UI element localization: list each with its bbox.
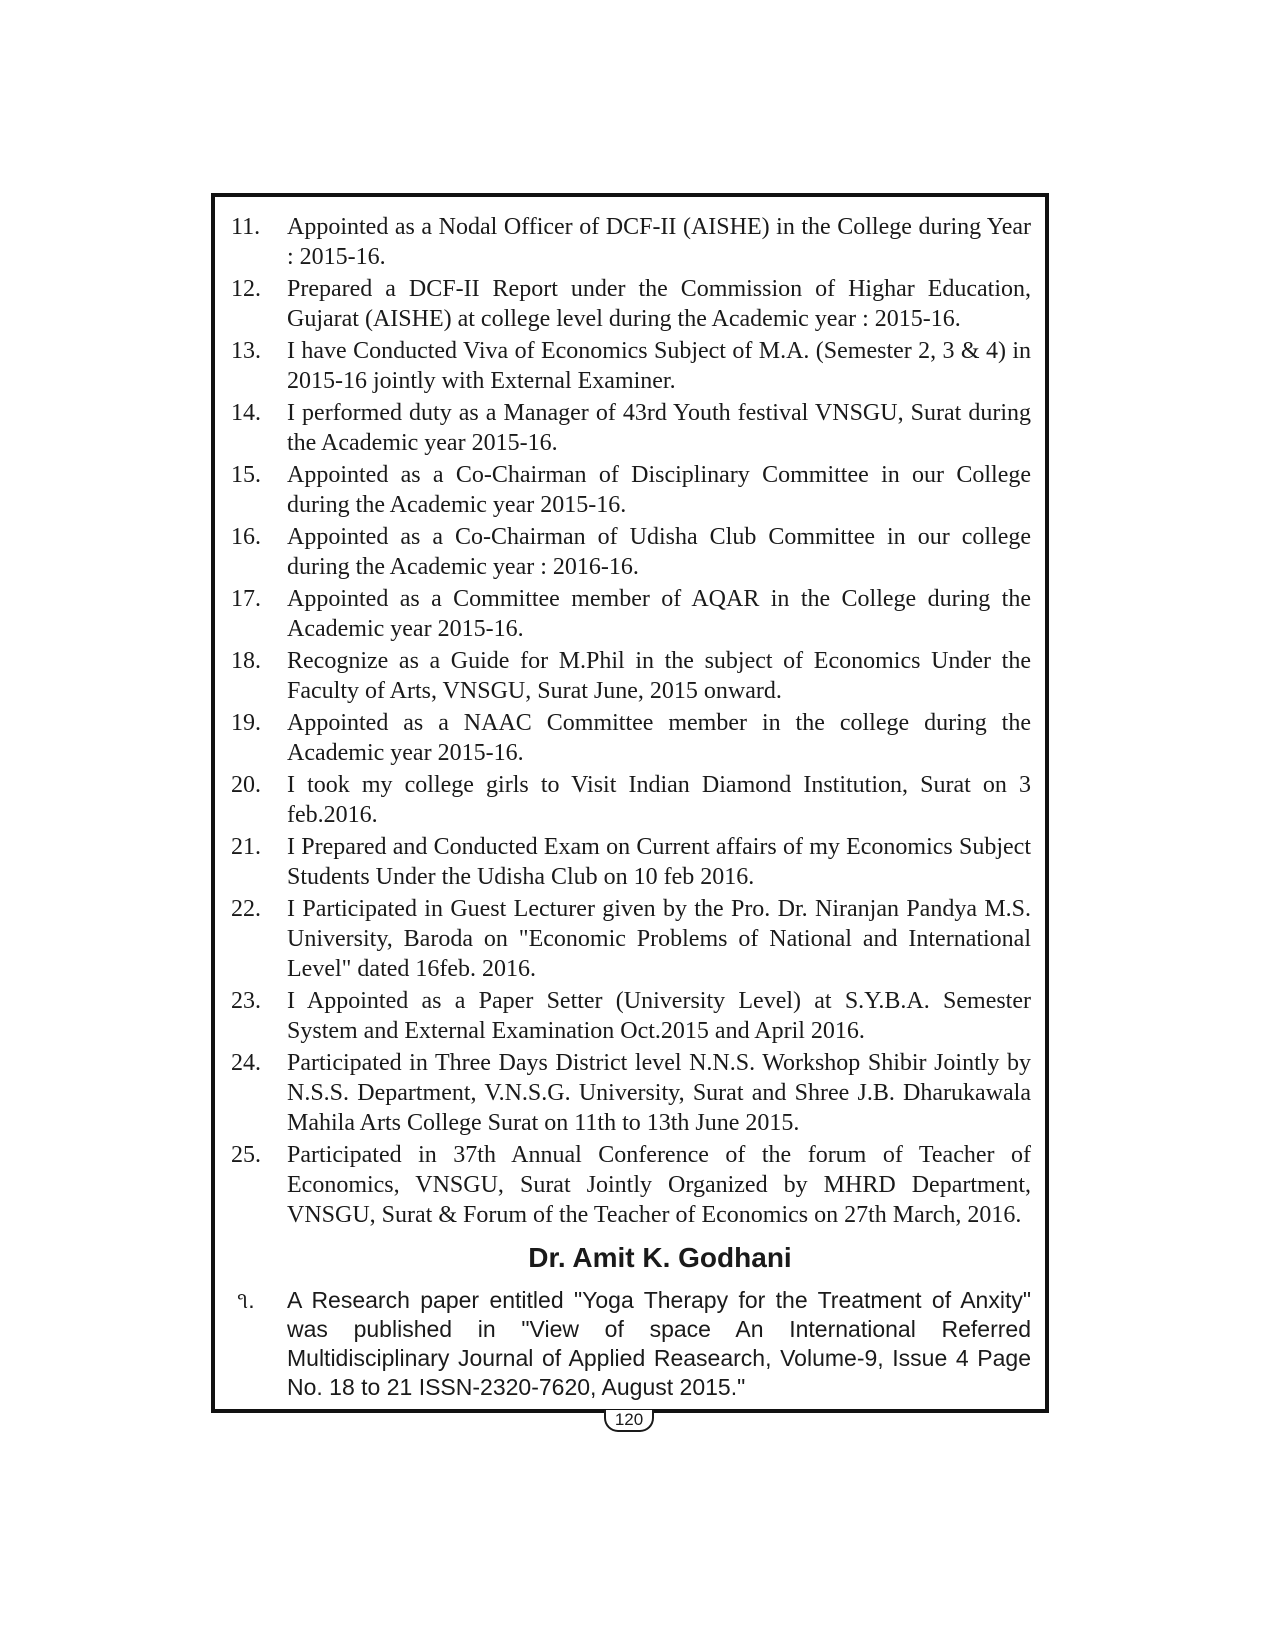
item-text: Participated in Three Days District level N.N.S. Workshop Shibir Jointly by N.S.S. Department, V.N.S.G. University, Surat and Shree J.B. Dharukawala Mahila Arts College Surat on 11th to 13th June 2015.	[287, 1050, 1031, 1136]
item-text: Appointed as a Nodal Officer of DCF-II (AISHE) in the College during Year : 2015-16.	[287, 214, 1031, 270]
item-text: Recognize as a Guide for M.Phil in the subject of Economics Under the Faculty of Arts, VNSGU, Surat June, 2015 onward.	[287, 648, 1031, 704]
item-text: Appointed as a Committee member of AQAR in the College during the Academic year 2015-16.	[287, 586, 1031, 642]
item-number: 23.	[231, 988, 261, 1014]
item-text: Participated in 37th Annual Conference of the forum of Teacher of Economics, VNSGU, Surat Jointly Organized by MHRD Department, VNSGU, Surat & Forum of the Teacher of Economics on 27th March, 2016.	[287, 1142, 1031, 1228]
list-item	[231, 212, 1031, 272]
list-item	[231, 770, 1031, 830]
item-text: I Prepared and Conducted Exam on Current affairs of my Economics Subject Students Under the Udisha Club on 10 feb 2016.	[287, 834, 1031, 890]
list-item	[231, 646, 1031, 706]
item-text: Appointed as a Co-Chairman of Udisha Club Committee in our college during the Academic year : 2016-16.	[287, 524, 1031, 580]
item-text: I have Conducted Viva of Economics Subject of M.A. (Semester 2, 3 & 4) in 2015-16 jointly with External Examiner.	[287, 338, 1031, 394]
list-item	[231, 832, 1031, 892]
item-number: 15.	[231, 462, 261, 488]
item-text: Prepared a DCF-II Report under the Commission of Highar Education, Gujarat (AISHE) at college level during the Academic year : 2015-16.	[287, 276, 1031, 332]
item-number: 12.	[231, 276, 261, 302]
list-item	[231, 708, 1031, 768]
item-number: 11.	[231, 214, 261, 240]
item-number: 14.	[231, 400, 261, 426]
item-text: Appointed as a NAAC Committee member in the college during the Academic year 2015-16.	[287, 710, 1031, 766]
activity-list	[231, 212, 1031, 1232]
item-number: 19.	[231, 710, 261, 736]
paper-number: ૧.	[237, 1287, 255, 1313]
item-text: I Appointed as a Paper Setter (University Level) at S.Y.B.A. Semester System and External Examination Oct.2015 and April 2016.	[287, 988, 1031, 1044]
list-item	[231, 1048, 1031, 1138]
item-number: 13.	[231, 338, 261, 364]
list-item	[231, 584, 1031, 644]
item-number: 22.	[231, 896, 261, 922]
list-item	[231, 460, 1031, 520]
item-number: 18.	[231, 648, 261, 674]
list-item	[231, 894, 1031, 984]
item-number: 24.	[231, 1050, 261, 1076]
item-number: 16.	[231, 524, 261, 550]
paper-text: A Research paper entitled "Yoga Therapy for the Treatment of Anxity" was published in "View of space An International Referred Multidisciplinary Journal of Applied Reasearch, Volume-9, Issue 4 Page No. 18 to 21 ISSN-2320-7620, August 2015."	[287, 1287, 1031, 1400]
list-item	[231, 398, 1031, 458]
item-text: I performed duty as a Manager of 43rd Youth festival VNSGU, Surat during the Academic year 2015-16.	[287, 400, 1031, 456]
item-number: 21.	[231, 834, 261, 860]
list-item	[231, 986, 1031, 1046]
list-item	[231, 1140, 1031, 1230]
list-item	[231, 274, 1031, 334]
list-item	[231, 522, 1031, 582]
item-number: 25.	[231, 1142, 261, 1168]
paper-entry	[231, 1286, 1031, 1402]
item-number: 17.	[231, 586, 261, 612]
item-text: I took my college girls to Visit Indian Diamond Institution, Surat on 3 feb.2016.	[287, 772, 1031, 828]
item-text: Appointed as a Co-Chairman of Disciplinary Committee in our College during the Academic year 2015-16.	[287, 462, 1031, 518]
item-text: I Participated in Guest Lecturer given by the Pro. Dr. Niranjan Pandya M.S. University, Baroda on "Economic Problems of National and International Level" dated 16feb. 2016.	[287, 896, 1031, 982]
list-item	[231, 336, 1031, 396]
page-number: 120	[604, 1410, 654, 1432]
section-heading: Dr. Amit K. Godhani	[528, 1242, 792, 1273]
item-number: 20.	[231, 772, 261, 798]
